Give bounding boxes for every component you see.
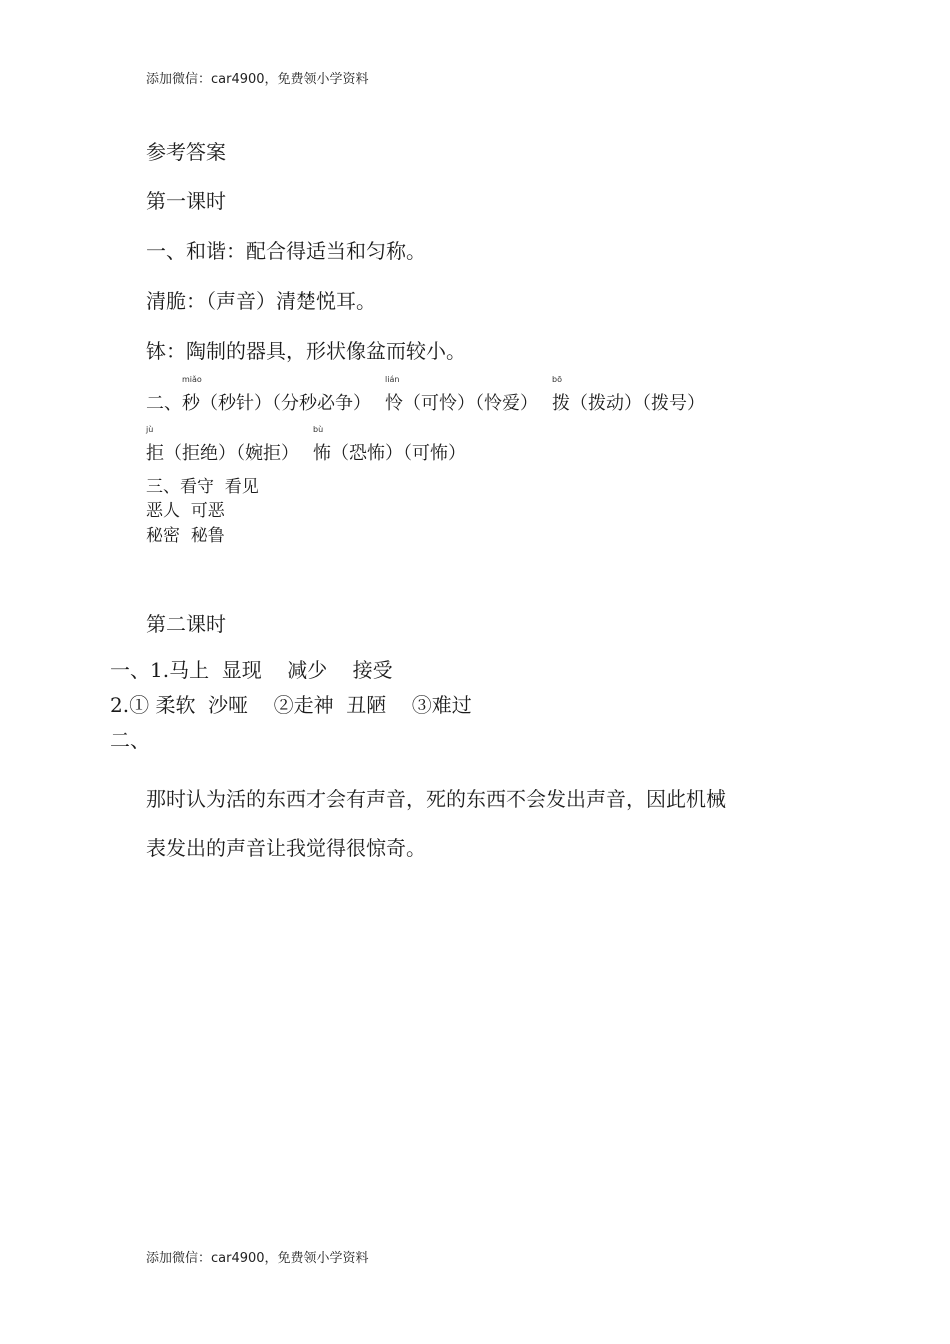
char-miao: 秒 <box>182 393 200 414</box>
pinyin-lian: lián <box>385 375 400 384</box>
char-entry-ju <box>146 425 164 465</box>
q3-line-3: 秘密 秘鲁 <box>146 526 225 546</box>
words-bo: （拨动）（拨号） <box>570 393 705 414</box>
q1-line-hexie: 一、和谐：配合得适当和匀称。 <box>146 239 426 263</box>
words-lian: （可怜）（怜爱） <box>403 393 538 414</box>
q2-row-1 <box>146 375 705 415</box>
words-bu: （恐怖）（可怖） <box>331 443 466 464</box>
q3-line-1: 三、看守 看见 <box>146 477 259 497</box>
lesson2-heading: 第二课时 <box>146 612 226 636</box>
answer-title: 参考答案 <box>146 140 226 164</box>
q3-line-2: 恶人 可恶 <box>146 501 225 521</box>
l2-q2-prefix: 二、 <box>110 728 150 752</box>
pinyin-bu: bù <box>313 425 324 434</box>
char-lian: 怜 <box>385 393 403 414</box>
l2-q2-paragraph-line-2: 表发出的声音让我觉得很惊奇。 <box>146 836 426 860</box>
l2-q1-line-2: 2.① 柔软 沙哑 ②走神 丑陋 ③难过 <box>110 693 472 717</box>
char-entry-bo <box>552 375 570 415</box>
q1-line-qingcui: 清脆：（声音）清楚悦耳。 <box>146 289 376 313</box>
char-entry-bu <box>313 425 331 465</box>
char-entry-miao <box>182 375 202 415</box>
char-ju: 拒 <box>146 443 164 464</box>
q2-row-2 <box>146 425 466 465</box>
lesson1-heading: 第一课时 <box>146 189 226 213</box>
l2-q1-line-1: 一、1.马上 显现 减少 接受 <box>110 658 393 682</box>
char-bo: 拨 <box>552 393 570 414</box>
pinyin-miao: miǎo <box>182 375 202 384</box>
char-bu: 怖 <box>313 443 331 464</box>
page-footer: 添加微信：car4900，免费领小学资料 <box>146 1251 369 1266</box>
pinyin-bo: bō <box>552 375 562 384</box>
pinyin-ju: jù <box>146 425 154 434</box>
page-header: 添加微信：car4900，免费领小学资料 <box>146 72 369 87</box>
words-ju: （拒绝）（婉拒） <box>164 443 299 464</box>
q2-prefix: 二、 <box>146 393 182 414</box>
words-miao: （秒针）（分秒必争） <box>200 393 371 414</box>
char-entry-lian <box>385 375 403 415</box>
l2-q2-paragraph-line-1: 那时认为活的东西才会有声音，死的东西不会发出声音，因此机械 <box>146 787 726 811</box>
q1-line-bo: 钵：陶制的器具，形状像盆而较小。 <box>146 339 466 363</box>
